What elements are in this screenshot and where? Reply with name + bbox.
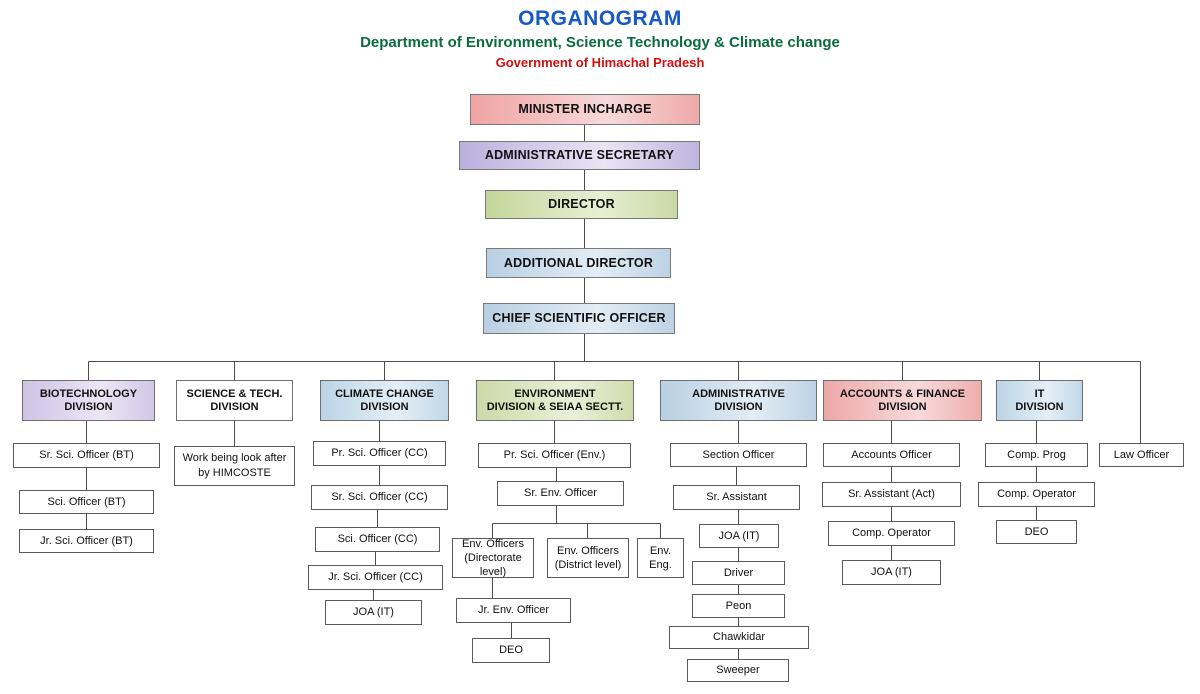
node-label: Sr. Sci. Officer (CC) <box>331 491 428 503</box>
node-label: Sweeper <box>716 664 760 676</box>
division-head-line2: DIVISION & SEIAA SECTT. <box>486 400 624 413</box>
division-head-science-tech[interactable] <box>176 380 293 421</box>
role-sci-officer-cc[interactable] <box>315 527 440 552</box>
node-label-line2: (District level) <box>554 559 622 571</box>
node-label: DEO <box>499 644 523 656</box>
node-administrative-secretary[interactable] <box>459 141 700 170</box>
role-driver[interactable] <box>692 561 785 585</box>
division-head-line2: DIVISION <box>878 400 927 413</box>
role-sr-assistant-act[interactable] <box>822 482 961 507</box>
node-label: Comp. Operator <box>852 527 931 539</box>
role-comp-prog[interactable] <box>985 443 1088 467</box>
node-label: CHIEF SCIENTIFIC OFFICER <box>492 311 666 325</box>
node-label: MINISTER INCHARGE <box>518 102 652 116</box>
role-pr-sci-officer-env[interactable] <box>478 443 631 468</box>
role-env-engineer[interactable] <box>637 538 684 578</box>
page-subtitle: Department of Environment, Science Technology & Climate change <box>360 34 840 51</box>
role-pr-sci-officer-cc[interactable] <box>313 441 446 466</box>
role-law-officer[interactable] <box>1099 443 1184 467</box>
division-head-line1: CLIMATE CHANGE <box>335 387 434 400</box>
division-head-it[interactable] <box>996 380 1083 421</box>
node-label: JOA (IT) <box>353 606 394 618</box>
role-deo-env[interactable] <box>472 638 550 663</box>
division-head-line2: DIVISION <box>360 400 409 413</box>
role-sr-sci-officer-bt[interactable] <box>13 443 160 468</box>
role-sweeper[interactable] <box>687 659 789 682</box>
division-head-accounts-finance[interactable] <box>823 380 982 421</box>
node-minister-incharge[interactable] <box>470 94 700 125</box>
node-label-line1: Env. <box>649 545 672 557</box>
role-sr-env-officer[interactable] <box>497 481 624 506</box>
role-chawkidar[interactable] <box>669 626 809 649</box>
division-head-line2: DIVISION <box>210 400 259 413</box>
division-head-administrative[interactable] <box>660 380 817 421</box>
node-label: Section Officer <box>702 448 775 461</box>
node-label: Pr. Sci. Officer (CC) <box>331 447 428 459</box>
node-label: Jr. Sci. Officer (CC) <box>328 571 423 583</box>
node-label: Jr. Sci. Officer (BT) <box>40 534 133 547</box>
node-label: ADMINISTRATIVE SECRETARY <box>484 148 675 162</box>
node-label: DEO <box>1024 525 1049 538</box>
role-deo-it[interactable] <box>996 520 1077 544</box>
role-joa-it-admin[interactable] <box>699 524 779 548</box>
division-head-line1: IT <box>1034 387 1045 400</box>
node-director[interactable] <box>485 190 678 219</box>
role-comp-operator-accounts[interactable] <box>828 521 955 546</box>
division-head-environment[interactable] <box>476 380 634 421</box>
division-head-line1: ACCOUNTS & FINANCE <box>839 387 966 400</box>
node-label: Sci. Officer (BT) <box>47 495 126 508</box>
division-head-line1: ENVIRONMENT <box>514 387 596 400</box>
role-section-officer[interactable] <box>670 443 807 467</box>
page-authority: Government of Himachal Pradesh <box>495 55 705 70</box>
division-head-line1: SCIENCE & TECH. <box>186 387 283 400</box>
role-science-tech-note[interactable] <box>174 446 295 486</box>
node-label: Accounts Officer <box>851 448 932 461</box>
title-block <box>0 6 1200 72</box>
role-joa-it-accounts[interactable] <box>842 560 941 585</box>
node-label: JOA (IT) <box>871 566 912 578</box>
node-label: Comp. Prog <box>1007 448 1066 461</box>
node-additional-director[interactable] <box>486 248 671 278</box>
node-label-line1: Env. Officers <box>557 545 619 557</box>
node-label: DIRECTOR <box>548 197 615 211</box>
division-head-line2: DIVISION <box>714 400 763 413</box>
node-label: Sr. Assistant (Act) <box>848 488 935 500</box>
node-label: Jr. Env. Officer <box>477 604 550 616</box>
role-jr-sci-officer-cc[interactable] <box>308 565 443 590</box>
role-joa-it-cc[interactable] <box>325 600 422 625</box>
division-head-climate-change[interactable] <box>320 380 449 421</box>
role-env-officers-district[interactable] <box>547 538 629 578</box>
node-chief-scientific-officer[interactable] <box>483 303 675 334</box>
role-sr-assistant[interactable] <box>673 485 800 510</box>
node-label: Sr. Sci. Officer (BT) <box>39 449 134 461</box>
role-sr-sci-officer-cc[interactable] <box>311 485 448 510</box>
role-jr-sci-officer-bt[interactable] <box>19 529 154 553</box>
role-comp-operator-it[interactable] <box>978 482 1095 507</box>
division-head-line2: DIVISION <box>64 400 113 413</box>
role-peon[interactable] <box>692 594 785 618</box>
node-label: Comp. Operator <box>997 488 1076 500</box>
division-head-line1: BIOTECHNOLOGY <box>39 387 138 400</box>
role-env-officers-directorate[interactable] <box>452 538 534 578</box>
division-head-line2: DIVISION <box>1015 400 1064 413</box>
node-label: Driver <box>723 566 754 579</box>
division-head-line1: ADMINISTRATIVE <box>692 387 785 400</box>
node-label: Work being look after by HIMCOSTE <box>182 452 287 479</box>
role-sci-officer-bt[interactable] <box>19 490 154 514</box>
node-label: Law Officer <box>1113 448 1170 461</box>
node-label: JOA (IT) <box>718 529 760 542</box>
node-label: Sr. Env. Officer <box>524 487 597 499</box>
node-label: Pr. Sci. Officer (Env.) <box>503 449 606 461</box>
node-label: Sci. Officer (CC) <box>337 533 418 545</box>
node-label-line2: (Directorate level) <box>464 552 522 578</box>
role-jr-env-officer[interactable] <box>456 598 571 623</box>
role-accounts-officer[interactable] <box>823 443 960 467</box>
node-label-line2: Eng. <box>649 559 672 571</box>
page-title: ORGANOGRAM <box>518 7 682 30</box>
node-label: Sr. Assistant <box>706 491 767 503</box>
node-label: Chawkidar <box>713 631 765 643</box>
node-label: Peon <box>725 599 752 612</box>
division-head-biotechnology[interactable] <box>22 380 155 421</box>
node-label-line1: Env. Officers <box>462 538 524 550</box>
node-label: ADDITIONAL DIRECTOR <box>503 255 654 270</box>
